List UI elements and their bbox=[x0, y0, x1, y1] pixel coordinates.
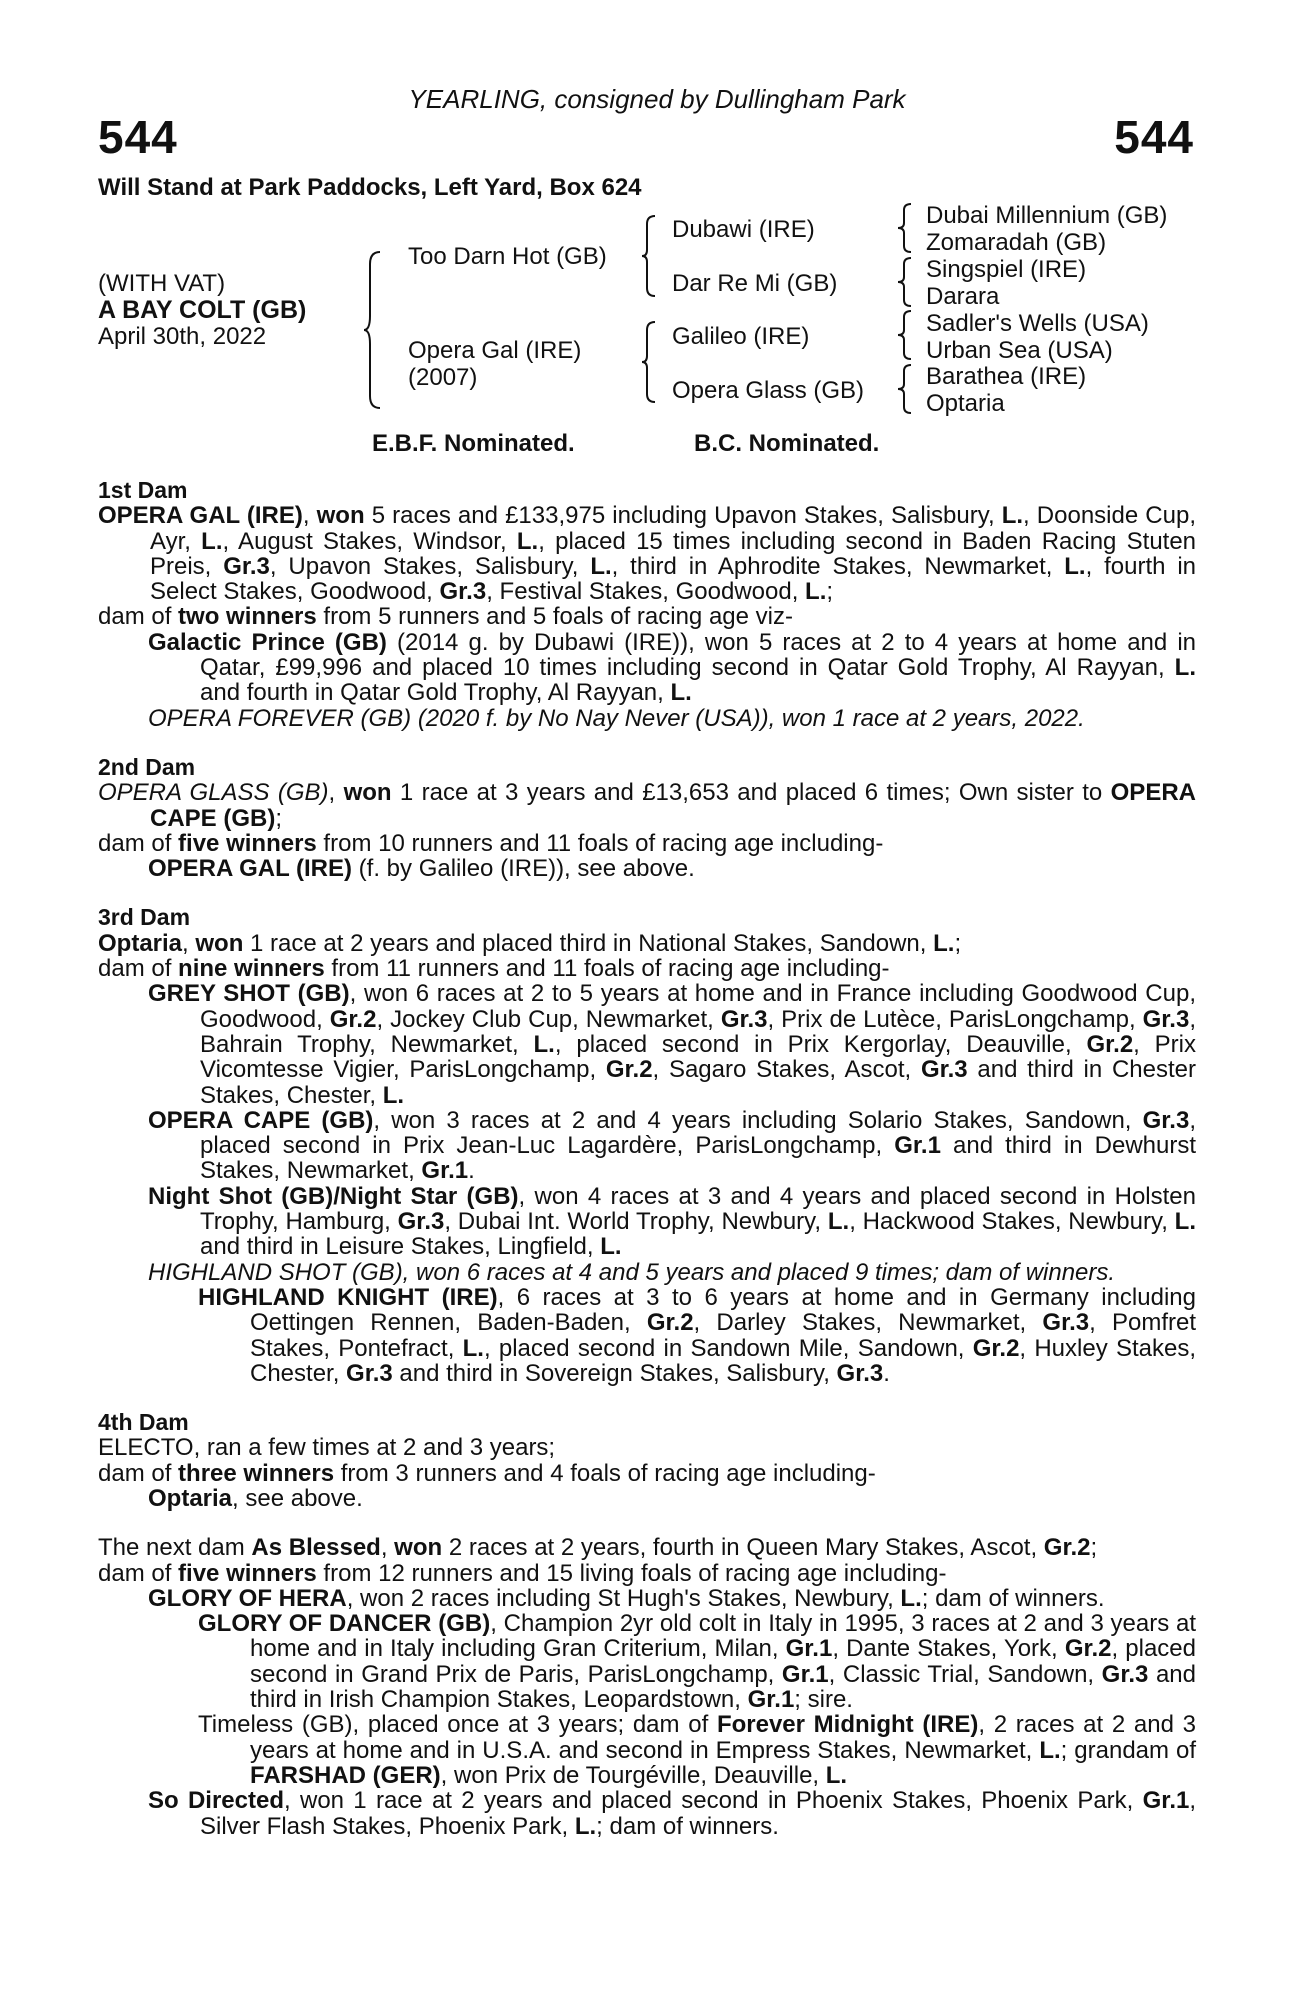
sire-dam-name: Dar Re Mi (GB) bbox=[672, 270, 838, 297]
produce-entry: GREY SHOT (GB), won 6 races at 2 to 5 years at home and in France including Goodwood Cup, Goodwood, Gr.2, Jockey Club Cup, Newmarket, Gr.3, Prix de Lutèce, ParisLongchamp, Gr.3, Bahrain Trophy, Newmarket, L., placed second in Prix Kergorlay, Deauville, Gr.2, Prix Vicomtesse Vigier, ParisLongchamp, Gr.2, Sagaro Stakes, Ascot, Gr.3 and third in Chester Stakes, Chester, L. bbox=[148, 980, 1197, 1109]
horse-name: Optaria bbox=[98, 929, 183, 957]
ggp-name: Sadler's Wells (USA) bbox=[926, 310, 1149, 337]
ggp-brace-icon bbox=[896, 363, 914, 415]
horse-name: GLORY OF HERA bbox=[148, 1584, 347, 1612]
dam-dam-name: Opera Glass (GB) bbox=[672, 377, 865, 404]
produce-entry: Galactic Prince (GB) (2014 g. by Dubawi (IRE)), won 5 races at 2 to 4 years at home and in Qatar, £99,996 and placed 10 times including second in Qatar Gold Trophy, Al Rayyan, L. and fourth in Qatar Gold Trophy, Al Rayyan, L. bbox=[148, 628, 1197, 707]
produce-entry: HIGHLAND KNIGHT (IRE), 6 races at 3 to 6 years at home and in Germany including Oettingen Rennen, Baden-Baden, Gr.2, Darley Stakes, Newmarket, Gr.3, Pomfret Stakes, Pontefract, L., placed second in Sandown Mile, Sandown, Gr.2, Huxley Stakes, Chester, Gr.3 and third in Sovereign Stakes, Salisbury, Gr.3. bbox=[198, 1283, 1197, 1387]
produce-entry: So Directed, won 1 race at 2 years and placed second in Phoenix Stakes, Phoenix Park, Gr.1, Silver Flash Stakes, Phoenix Park, L.; dam of winners. bbox=[148, 1787, 1197, 1840]
bc-nomination: B.C. Nominated. bbox=[694, 430, 880, 457]
dam-entry: The next dam As Blessed, won 2 races at 2 years, fourth in Queen Mary Stakes, Ascot, Gr.2; bbox=[98, 1534, 1098, 1562]
produce-entry: GLORY OF DANCER (GB), Champion 2yr old colt in Italy in 1995, 3 races at 2 and 3 years at home and in Italy including Gran Criterium, Milan, Gr.1, Dante Stakes, York, Gr.2, placed second in Grand Prix de Paris, ParisLongchamp, Gr.1, Classic Trial, Sandown, Gr.3 and third in Irish Champion Stakes, Leopardstown, Gr.1; sire. bbox=[198, 1610, 1197, 1714]
produce-summary: dam of three winners from 3 runners and 4 foals of racing age including- bbox=[98, 1459, 876, 1487]
produce-entry: GLORY OF HERA, won 2 races including St Hugh's Stakes, Newbury, L.; dam of winners. bbox=[148, 1584, 1105, 1612]
dam-name: Opera Gal (IRE) bbox=[408, 337, 582, 364]
produce-entry: HIGHLAND SHOT (GB), won 6 races at 4 and 5 years and placed 9 times; dam of winners. bbox=[148, 1258, 1116, 1286]
section-heading: 1st Dam bbox=[98, 477, 188, 503]
horse-name: As Blessed bbox=[251, 1534, 381, 1562]
dam-entry: Optaria, won 1 race at 2 years and placed third in National Stakes, Sandown, L.; bbox=[98, 929, 962, 957]
produce-summary: dam of five winners from 12 runners and 15 living foals of racing age including- bbox=[98, 1559, 947, 1587]
sire-sire-name: Dubawi (IRE) bbox=[672, 216, 815, 243]
horse-name: OPERA GAL (IRE) bbox=[148, 855, 353, 883]
horse-name: Galactic Prince (GB) bbox=[148, 628, 387, 656]
pedigree-notes bbox=[98, 478, 1196, 1839]
ggp-name: Barathea (IRE) bbox=[926, 363, 1087, 390]
horse-name: GLORY OF DANCER (GB) bbox=[198, 1610, 491, 1638]
dam-entry: OPERA GLASS (GB), won 1 race at 3 years and £13,653 and placed 6 times; Own sister to OPERA CAPE (GB); bbox=[98, 779, 1196, 832]
sire-brace-icon bbox=[640, 214, 658, 298]
ggp-name: Darara bbox=[926, 283, 1000, 310]
horse-name: OPERA GAL (IRE) bbox=[98, 502, 303, 530]
section-heading: 3rd Dam bbox=[98, 904, 191, 931]
ggp-brace-icon bbox=[896, 309, 914, 361]
foaling-date: April 30th, 2022 bbox=[98, 323, 267, 350]
ggp-name: Urban Sea (USA) bbox=[926, 337, 1113, 364]
consignment-line: YEARLING, consigned by Dullingham Park bbox=[408, 84, 906, 114]
horse-name: HIGHLAND KNIGHT (IRE) bbox=[198, 1283, 498, 1311]
ggp-brace-icon bbox=[896, 202, 914, 254]
ggp-name: Dubai Millennium (GB) bbox=[926, 202, 1168, 229]
lot-number-left: 544 bbox=[98, 111, 178, 163]
horse-name: So Directed bbox=[148, 1787, 285, 1815]
ggp-name: Singspiel (IRE) bbox=[926, 256, 1087, 283]
horse-name: Night Shot (GB)/Night Star (GB) bbox=[148, 1182, 519, 1210]
dam-year: (2007) bbox=[408, 364, 478, 391]
ggp-name: Optaria bbox=[926, 390, 1005, 417]
ggp-brace-icon bbox=[896, 256, 914, 308]
section-heading: 2nd Dam bbox=[98, 753, 196, 780]
produce-entry: Optaria, see above. bbox=[148, 1484, 363, 1512]
produce-entry: OPERA GAL (IRE) (f. by Galileo (IRE)), see above. bbox=[148, 855, 695, 883]
ebf-nomination: E.B.F. Nominated. bbox=[372, 430, 575, 457]
produce-summary: dam of two winners from 5 runners and 5 foals of racing age viz- bbox=[98, 603, 793, 631]
vat-label: (WITH VAT) bbox=[98, 270, 226, 297]
horse-name: OPERA GLASS (GB) bbox=[98, 779, 329, 807]
produce-entry: Night Shot (GB)/Night Star (GB), won 4 races at 3 and 4 years and placed second in Holsten Trophy, Hamburg, Gr.3, Dubai Int. World Trophy, Newbury, L., Hackwood Stakes, Newbury, L. and third in Leisure Stakes, Lingfield, L. bbox=[148, 1182, 1196, 1261]
dam-entry: OPERA GAL (IRE), won 5 races and £133,975 including Upavon Stakes, Salisbury, L., Doonside Cup, Ayr, L., August Stakes, Windsor, L., placed 15 times including second in Baden Racing Stuten Preis, Gr.3, Upavon Stakes, Salisbury, L., third in Aphrodite Stakes, Newmarket, L., fourth in Select Stakes, Goodwood, Gr.3, Festival Stakes, Goodwood, L.; bbox=[98, 502, 1197, 606]
horse-name: Optaria bbox=[148, 1484, 233, 1512]
ggp-name: Zomaradah (GB) bbox=[926, 229, 1107, 256]
produce-entry: OPERA CAPE (GB), won 3 races at 2 and 4 years including Solario Stakes, Sandown, Gr.3, placed second in Prix Jean-Luc Lagardère, ParisLongchamp, Gr.1 and third in Dewhurst Stakes, Newmarket, Gr.1. bbox=[148, 1106, 1197, 1185]
horse-name: OPERA CAPE (GB) bbox=[148, 1106, 374, 1134]
produce-summary: dam of nine winners from 11 runners and 11 foals of racing age including- bbox=[98, 955, 890, 983]
produce-entry: Timeless (GB), placed once at 3 years; dam of Forever Midnight (IRE), 2 races at 2 and 3 years at home and in U.S.A. and second in Empress Stakes, Newmarket, L.; grandam of FARSHAD (GER), won Prix de Tourgéville, Deauville, L. bbox=[198, 1711, 1196, 1789]
section-heading: 4th Dam bbox=[98, 1409, 189, 1436]
lot-title: A BAY COLT (GB) bbox=[98, 296, 307, 324]
pedigree-brace-icon bbox=[362, 250, 384, 410]
dam-brace-icon bbox=[640, 320, 658, 404]
dam-sire-name: Galileo (IRE) bbox=[672, 323, 810, 350]
stand-location: Will Stand at Park Paddocks, Left Yard, Box 624 bbox=[98, 174, 642, 201]
sire-name: Too Darn Hot (GB) bbox=[408, 243, 607, 270]
produce-entry: OPERA FOREVER (GB) (2020 f. by No Nay Never (USA)), won 1 race at 2 years, 2022. bbox=[148, 704, 1085, 732]
horse-name: GREY SHOT (GB) bbox=[148, 980, 350, 1008]
produce-summary: dam of five winners from 10 runners and 11 foals of racing age including- bbox=[98, 829, 884, 857]
lot-number-right: 544 bbox=[1114, 111, 1194, 163]
dam-entry: ELECTO, ran a few times at 2 and 3 years; bbox=[98, 1434, 556, 1462]
